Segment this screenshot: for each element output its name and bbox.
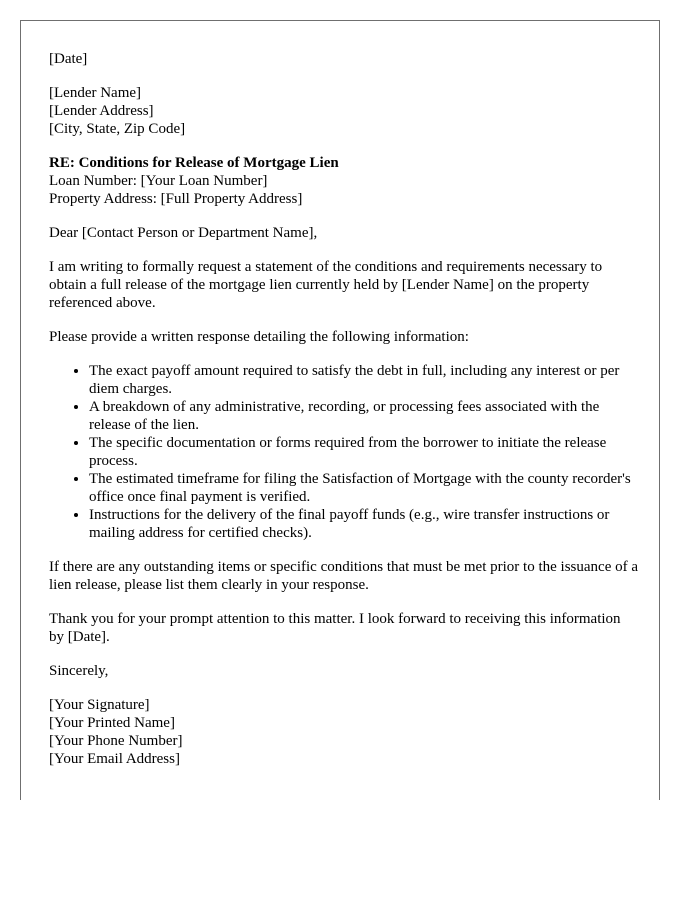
- date-line: [49, 50, 639, 68]
- subject-block: [49, 154, 639, 208]
- request-list: [49, 362, 639, 542]
- printed-name: [Your Printed Name]: [49, 715, 175, 731]
- letter-date: [Date]: [49, 51, 88, 67]
- list-item: • The specific documentation or forms required from the borrower to initiate the release process.: [89, 434, 639, 470]
- phone-number: [Your Phone Number]: [49, 733, 183, 749]
- letter-page: [20, 20, 660, 800]
- subject-title: RE: Conditions for Release of Mortgage Lien: [49, 155, 339, 171]
- thanks-paragraph: Thank you for your prompt attention to this matter. I look forward to receiving this information by [Date].: [49, 611, 621, 645]
- request-lead-paragraph: Please provide a written response detailing the following information:: [49, 329, 469, 345]
- email-address: [Your Email Address]: [49, 751, 180, 767]
- signature-block: [49, 696, 639, 768]
- intro-paragraph: I am writing to formally request a statement of the conditions and requirements necessary to obtain a full release of the mortgage lien currently held by [Lender Name] on the property referenced above.: [49, 259, 603, 311]
- lender-city-state-zip: [City, State, Zip Code]: [49, 121, 186, 137]
- list-item: • The exact payoff amount required to satisfy the debt in full, including any interest or per diem charges.: [89, 362, 639, 398]
- list-item: • Instructions for the delivery of the final payoff funds (e.g., wire transfer instructions or mailing address for certified checks).: [89, 506, 639, 542]
- recipient-address: [49, 84, 639, 138]
- list-item: • The estimated timeframe for filing the Satisfaction of Mortgage with the county recorder's office once final payment is verified.: [89, 470, 639, 506]
- lender-address: [Lender Address]: [49, 103, 154, 119]
- signature-line: [Your Signature]: [49, 697, 150, 713]
- loan-number: Loan Number: [Your Loan Number]: [49, 173, 268, 189]
- salutation: Dear [Contact Person or Department Name],: [49, 225, 318, 241]
- letter-body: [49, 50, 639, 784]
- closing: Sincerely,: [49, 663, 109, 679]
- list-item: • A breakdown of any administrative, recording, or processing fees associated with the release of the lien.: [89, 398, 639, 434]
- lender-name: [Lender Name]: [49, 85, 142, 101]
- property-address: Property Address: [Full Property Address]: [49, 191, 303, 207]
- outstanding-paragraph: If there are any outstanding items or specific conditions that must be met prior to the issuance of a lien release, please list them clearly in your response.: [49, 559, 638, 593]
